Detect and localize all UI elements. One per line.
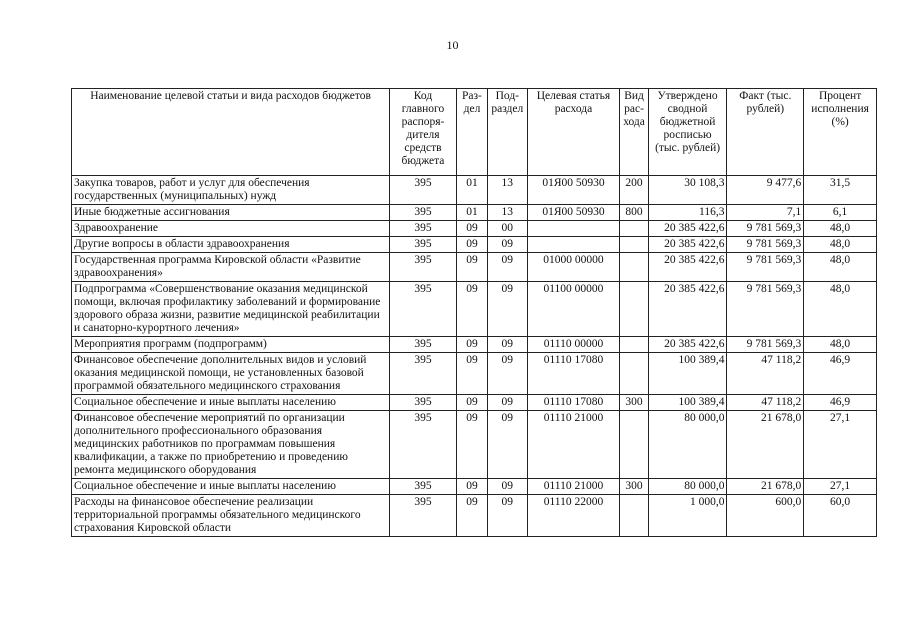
cell-code: 395: [390, 411, 457, 479]
cell-vid: [620, 411, 648, 479]
cell-name: Социальное обеспечение и иные выплаты населению: [72, 395, 390, 411]
cell-fact: 9 781 569,3: [727, 237, 804, 253]
cell-percent: 48,0: [804, 221, 877, 237]
table-row: [72, 411, 877, 479]
cell-fact: 7,1: [727, 205, 804, 221]
cell-utverzhdeno: 100 389,4: [648, 353, 727, 395]
table-row: [72, 282, 877, 337]
cell-fact: 47 118,2: [727, 395, 804, 411]
cell-celevaya: [527, 237, 620, 253]
cell-percent: 48,0: [804, 282, 877, 337]
cell-celevaya: 01110 00000: [527, 337, 620, 353]
cell-fact: 9 781 569,3: [727, 253, 804, 282]
cell-utverzhdeno: 80 000,0: [648, 479, 727, 495]
cell-vid: [620, 495, 648, 537]
cell-vid: [620, 282, 648, 337]
table-row: [72, 253, 877, 282]
cell-podrazdel: 09: [488, 495, 527, 537]
header-percent: Процент исполнения (%): [804, 89, 877, 176]
cell-celevaya: 01110 17080: [527, 395, 620, 411]
cell-name: Финансовое обеспечение дополнительных видов и условий оказания медицинской помощи, не установленных базовой программой обязательного медицинского страхования: [72, 353, 390, 395]
cell-percent: 27,1: [804, 479, 877, 495]
table-header-row: [72, 89, 877, 176]
cell-razdel: 09: [456, 282, 487, 337]
cell-name: Расходы на финансовое обеспечение реализации территориальной программы обязательного медицинского страхования Кировской области: [72, 495, 390, 537]
cell-vid: 300: [620, 395, 648, 411]
header-fact: Факт (тыс. рублей): [727, 89, 804, 176]
cell-podrazdel: 13: [488, 176, 527, 205]
cell-celevaya: 01110 21000: [527, 479, 620, 495]
cell-percent: 48,0: [804, 237, 877, 253]
cell-podrazdel: 09: [488, 337, 527, 353]
cell-percent: 46,9: [804, 353, 877, 395]
cell-vid: 300: [620, 479, 648, 495]
cell-name: Другие вопросы в области здравоохранения: [72, 237, 390, 253]
cell-code: 395: [390, 253, 457, 282]
cell-fact: 9 781 569,3: [727, 337, 804, 353]
cell-utverzhdeno: 116,3: [648, 205, 727, 221]
header-name: Наименование целевой статьи и вида расходов бюджетов: [72, 89, 390, 176]
cell-percent: 27,1: [804, 411, 877, 479]
cell-razdel: 01: [456, 176, 487, 205]
cell-razdel: 09: [456, 353, 487, 395]
cell-utverzhdeno: 20 385 422,6: [648, 221, 727, 237]
cell-podrazdel: 09: [488, 479, 527, 495]
cell-razdel: 09: [456, 337, 487, 353]
cell-podrazdel: 09: [488, 282, 527, 337]
cell-fact: 9 781 569,3: [727, 282, 804, 337]
cell-fact: 21 678,0: [727, 479, 804, 495]
table-body: [72, 176, 877, 537]
cell-celevaya: 01Я00 50930: [527, 176, 620, 205]
cell-percent: 6,1: [804, 205, 877, 221]
cell-vid: [620, 221, 648, 237]
cell-name: Государственная программа Кировской области «Развитие здравоохранения»: [72, 253, 390, 282]
cell-utverzhdeno: 1 000,0: [648, 495, 727, 537]
cell-code: 395: [390, 237, 457, 253]
table-row: [72, 221, 877, 237]
cell-vid: 200: [620, 176, 648, 205]
header-vid: Вид рас- хода: [620, 89, 648, 176]
header-code: Код главного распоря- дителя средств бюджета: [390, 89, 457, 176]
cell-razdel: 09: [456, 253, 487, 282]
table-row: [72, 337, 877, 353]
cell-fact: 21 678,0: [727, 411, 804, 479]
cell-podrazdel: 13: [488, 205, 527, 221]
cell-percent: 60,0: [804, 495, 877, 537]
cell-utverzhdeno: 30 108,3: [648, 176, 727, 205]
cell-name: Социальное обеспечение и иные выплаты населению: [72, 479, 390, 495]
cell-name: Подпрограмма «Совершенствование оказания медицинской помощи, включая профилактику заболеваний и формирование здорового образа жизни, развитие медицинской реабилитации и санаторно-курортного лечения»: [72, 282, 390, 337]
cell-fact: 9 477,6: [727, 176, 804, 205]
cell-podrazdel: 09: [488, 237, 527, 253]
cell-code: 395: [390, 495, 457, 537]
page-number: 10: [446, 38, 459, 52]
cell-code: 395: [390, 176, 457, 205]
cell-celevaya: 01110 21000: [527, 411, 620, 479]
header-podrazdel: Под- раздел: [488, 89, 527, 176]
cell-celevaya: 01100 00000: [527, 282, 620, 337]
cell-vid: [620, 237, 648, 253]
cell-utverzhdeno: 80 000,0: [648, 411, 727, 479]
cell-razdel: 01: [456, 205, 487, 221]
cell-razdel: 09: [456, 479, 487, 495]
cell-podrazdel: 09: [488, 353, 527, 395]
cell-code: 395: [390, 479, 457, 495]
cell-vid: [620, 353, 648, 395]
cell-razdel: 09: [456, 221, 487, 237]
cell-name: Финансовое обеспечение мероприятий по организации дополнительного профессионального образования медицинских работников по программам повышения квалификации, а также по приобретению и проведению ремонта медицинского оборудования: [72, 411, 390, 479]
cell-utverzhdeno: 100 389,4: [648, 395, 727, 411]
cell-podrazdel: 09: [488, 395, 527, 411]
cell-razdel: 09: [456, 411, 487, 479]
cell-celevaya: [527, 221, 620, 237]
cell-percent: 31,5: [804, 176, 877, 205]
table-row: [72, 353, 877, 395]
cell-fact: 600,0: [727, 495, 804, 537]
table-row: [72, 395, 877, 411]
cell-name: Мероприятия программ (подпрограмм): [72, 337, 390, 353]
cell-podrazdel: 09: [488, 253, 527, 282]
table-row: [72, 237, 877, 253]
header-celevaya: Целевая статья расхода: [527, 89, 620, 176]
cell-fact: 47 118,2: [727, 353, 804, 395]
cell-name: Иные бюджетные ассигнования: [72, 205, 390, 221]
cell-fact: 9 781 569,3: [727, 221, 804, 237]
table-row: [72, 479, 877, 495]
cell-code: 395: [390, 353, 457, 395]
cell-razdel: 09: [456, 395, 487, 411]
cell-code: 395: [390, 221, 457, 237]
cell-vid: [620, 253, 648, 282]
cell-code: 395: [390, 282, 457, 337]
cell-celevaya: 01110 22000: [527, 495, 620, 537]
cell-podrazdel: 09: [488, 411, 527, 479]
cell-code: 395: [390, 395, 457, 411]
cell-celevaya: 01110 17080: [527, 353, 620, 395]
header-utverzhdeno: Утверждено сводной бюджетной росписью (тыс. рублей): [648, 89, 727, 176]
cell-razdel: 09: [456, 237, 487, 253]
budget-table: [71, 88, 877, 537]
table-row: [72, 205, 877, 221]
cell-podrazdel: 00: [488, 221, 527, 237]
cell-utverzhdeno: 20 385 422,6: [648, 253, 727, 282]
cell-razdel: 09: [456, 495, 487, 537]
table-row: [72, 176, 877, 205]
cell-utverzhdeno: 20 385 422,6: [648, 337, 727, 353]
cell-code: 395: [390, 337, 457, 353]
cell-percent: 48,0: [804, 337, 877, 353]
cell-vid: [620, 337, 648, 353]
cell-celevaya: 01Я00 50930: [527, 205, 620, 221]
cell-name: Здравоохранение: [72, 221, 390, 237]
cell-utverzhdeno: 20 385 422,6: [648, 237, 727, 253]
cell-code: 395: [390, 205, 457, 221]
cell-utverzhdeno: 20 385 422,6: [648, 282, 727, 337]
cell-name: Закупка товаров, работ и услуг для обеспечения государственных (муниципальных) нужд: [72, 176, 390, 205]
cell-vid: 800: [620, 205, 648, 221]
cell-percent: 46,9: [804, 395, 877, 411]
cell-celevaya: 01000 00000: [527, 253, 620, 282]
header-razdel: Раз- дел: [456, 89, 487, 176]
table-row: [72, 495, 877, 537]
cell-percent: 48,0: [804, 253, 877, 282]
